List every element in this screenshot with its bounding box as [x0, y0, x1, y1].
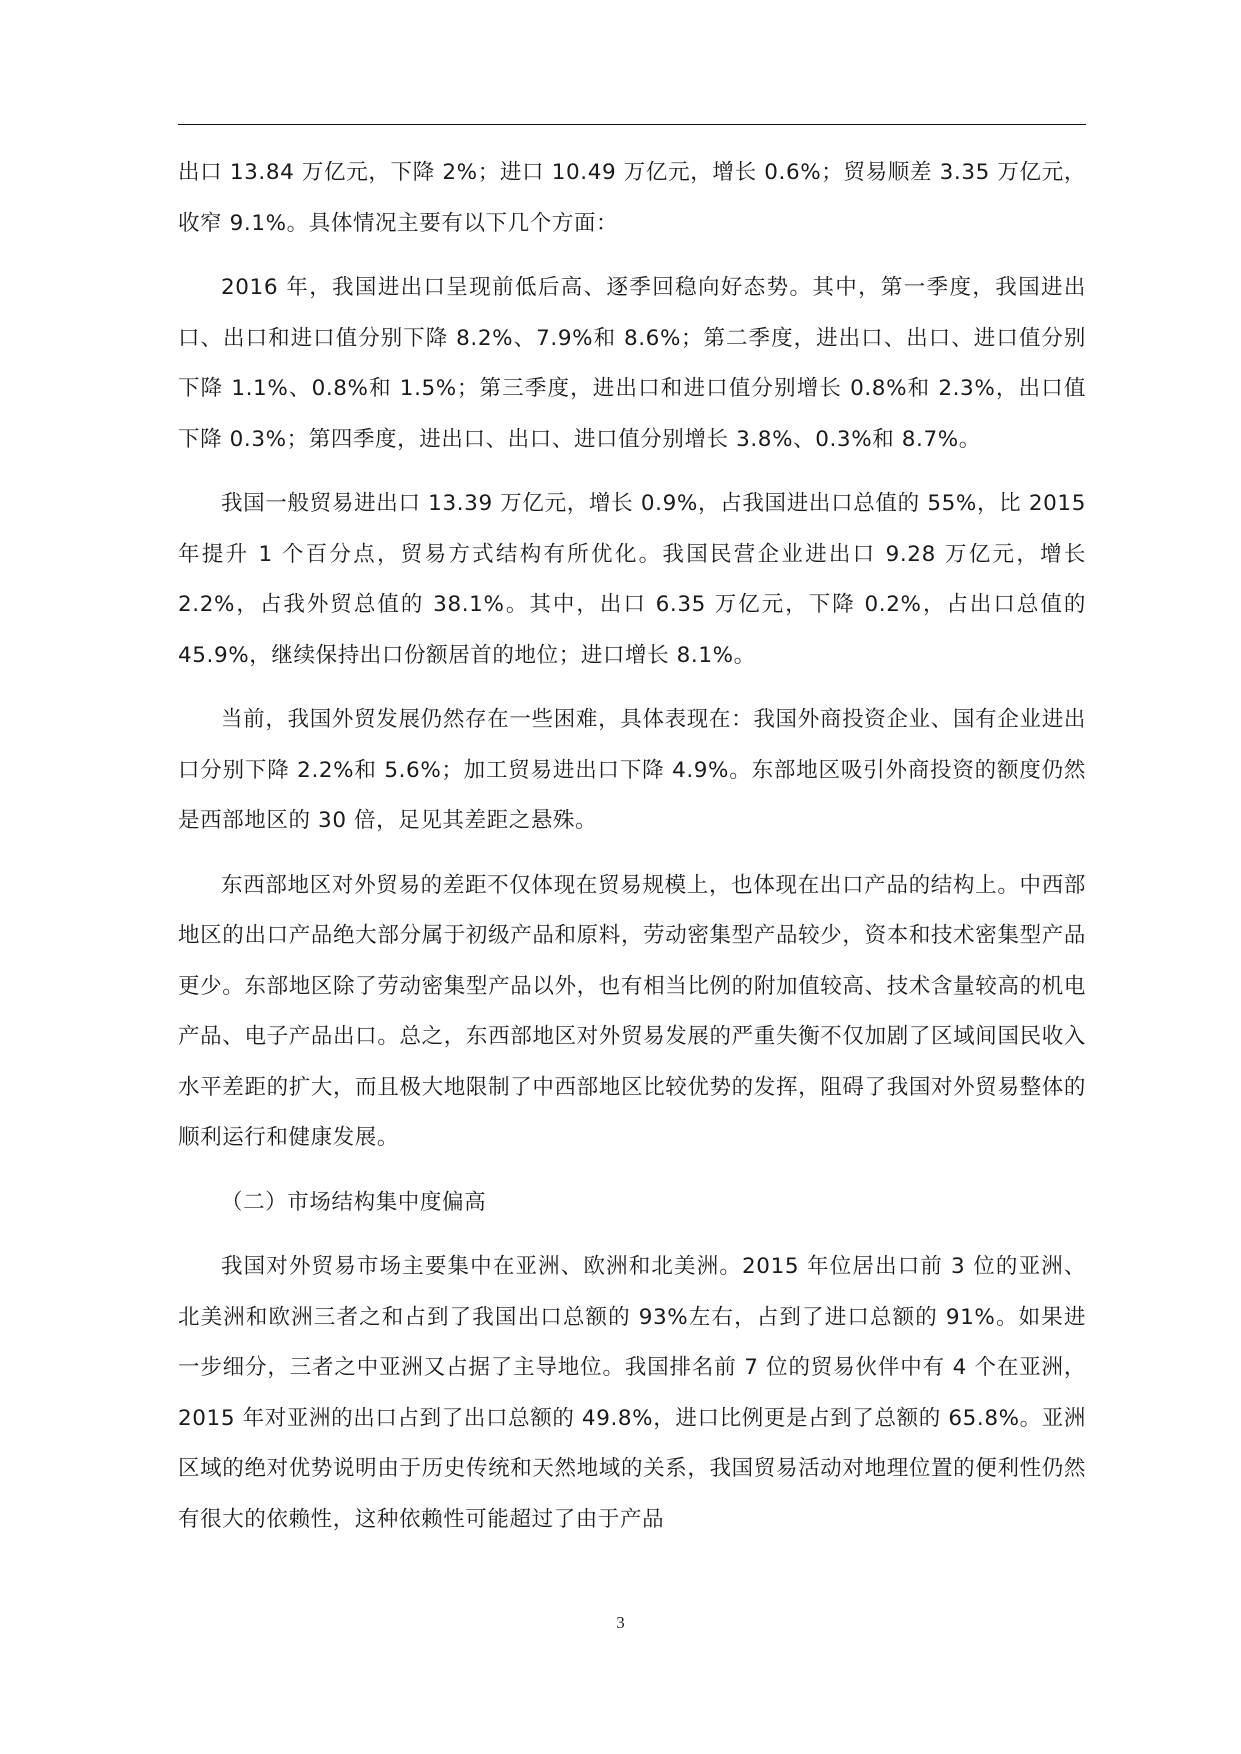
paragraph-continuation: 出口 13.84 万亿元，下降 2%；进口 10.49 万亿元，增长 0.6%；贸易顺差 3.35 万亿元，收窄 9.1%。具体情况主要有以下几个方面：	[178, 160, 1086, 236]
paragraph-quarterly-trend: 2016 年，我国进出口呈现前低后高、逐季回稳向好态势。其中，第一季度，我国进出口、出口和进口值分别下降 8.2%、7.9%和 8.6%；第二季度，进出口、出口、进口值分别下降 1.1%、0.8%和 1.5%；第三季度，进出口和进口值分别增长 0.8%和 2.3%，出口值下降 0.3%；第四季度，进出口、出口、进口值分别增长 3.8%、0.3%和 8.7%。	[178, 275, 1086, 452]
paragraph-market-structure: 我国对外贸易市场主要集中在亚洲、欧洲和北美洲。2015 年位居出口前 3 位的亚洲、北美洲和欧洲三者之和占到了我国出口总额的 93%左右，占到了进口总额的 91%。如果进一步细分，三者之中亚洲又占据了主导地位。我国排名前 7 位的贸易伙伴中有 4 个在亚洲，2015 年对亚洲的出口占到了出口总额的 49.8%，进口比例更是占到了总额的 65.8%。亚洲区域的绝对优势说明由于历史传统和天然地域的关系，我国贸易活动对地理位置的便利性仍然有很大的依赖性，这种依赖性可能超过了由于产品	[178, 1254, 1086, 1532]
section-subheading: （二）市场结构集中度偏高	[221, 1189, 487, 1215]
page-number: 3	[616, 1613, 625, 1632]
paragraph-east-west-gap: 东西部地区对外贸易的差距不仅体现在贸易规模上，也体现在出口产品的结构上。中西部地区的出口产品绝大部分属于初级产品和原料，劳动密集型产品较少，资本和技术密集型产品更少。东部地区除了劳动密集型产品以外，也有相当比例的附加值较高、技术含量较高的机电产品、电子产品出口。总之，东西部地区对外贸易发展的严重失衡不仅加剧了区域间国民收入水平差距的扩大，而且极大地限制了中西部地区比较优势的发挥，阻碍了我国对外贸易整体的顺利运行和健康发展。	[178, 872, 1086, 1150]
body-text	[178, 148, 1086, 1545]
paragraph-general-trade: 我国一般贸易进出口 13.39 万亿元，增长 0.9%，占我国进出口总值的 55%，比 2015 年提升 1 个百分点，贸易方式结构有所优化。我国民营企业进出口 9.28 万亿元，增长 2.2%，占我外贸总值的 38.1%。其中，出口 6.35 万亿元，下降 0.2%，占出口总值的 45.9%，继续保持出口份额居首的地位；进口增长 8.1%。	[178, 491, 1086, 668]
paragraph-difficulties: 当前，我国外贸发展仍然存在一些困难，具体表现在：我国外商投资企业、国有企业进出口分别下降 2.2%和 5.6%；加工贸易进出口下降 4.9%。东部地区吸引外商投资的额度仍然是西部地区的 30 倍，足见其差距之悬殊。	[178, 707, 1086, 833]
header-rule	[178, 124, 1086, 125]
